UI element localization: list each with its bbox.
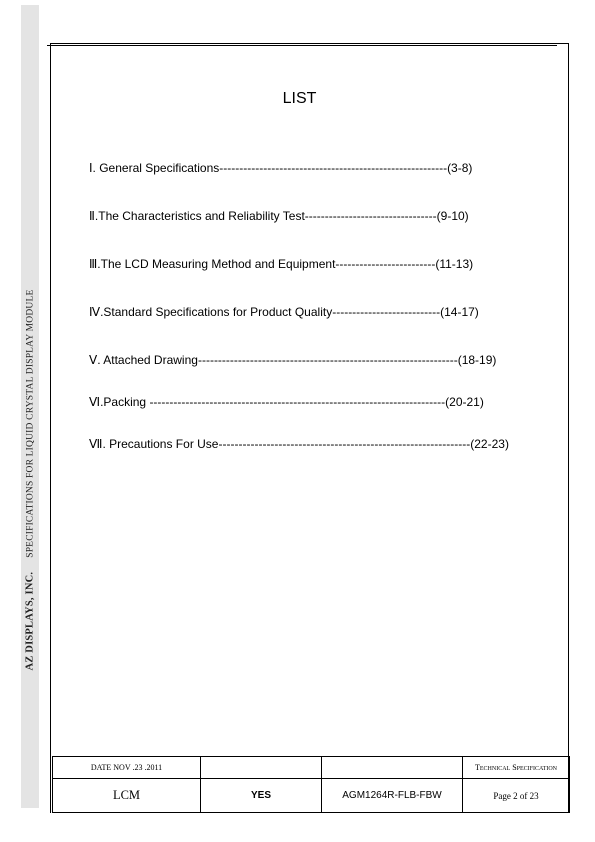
toc-item-general-specifications: Ⅰ. General Specifications---------------------------------------------------------(3-8) [89, 161, 473, 175]
toc-item-attached-drawing: Ⅴ. Attached Drawing-----------------------------------------------------------------(18-19) [89, 353, 497, 367]
rohs-cell: YES [201, 779, 322, 813]
footer-table [52, 756, 570, 813]
toc-item-lcd-measuring: Ⅲ.The LCD Measuring Method and Equipment-------------------------(11-13) [89, 257, 474, 271]
product-type-cell: LCM [53, 779, 201, 813]
header-rule [47, 45, 557, 46]
module-description: SPECIFICATIONS FOR LIQUID CRYSTAL DISPLAY MODULE [25, 289, 36, 558]
company-name: AZ DISPLAYS, INC. [24, 571, 36, 671]
page-title: LIST [282, 90, 317, 107]
toc-item-precautions: Ⅶ. Precautions For Use---------------------------------------------------------------(22-23) [89, 437, 509, 451]
page-number-cell: Page 2 of 23 [463, 779, 570, 813]
page-frame [50, 43, 569, 813]
empty-cell [201, 757, 322, 779]
toc-item-product-quality: Ⅳ.Standard Specifications for Product Quality---------------------------(14-17) [89, 305, 479, 319]
date-cell: DATE NOV .23 .2011 [53, 757, 201, 779]
side-heading [25, 290, 36, 671]
empty-cell [322, 757, 463, 779]
toc-item-packing: Ⅵ.Packing --------------------------------------------------------------------------(20-21) [89, 395, 484, 409]
model-number-cell: AGM1264R-FLB-FBW [322, 779, 463, 813]
toc-item-characteristics-reliability: Ⅱ.The Characteristics and Reliability Test---------------------------------(9-10) [89, 209, 469, 223]
technical-specification-cell: Technical Specification [463, 757, 570, 779]
